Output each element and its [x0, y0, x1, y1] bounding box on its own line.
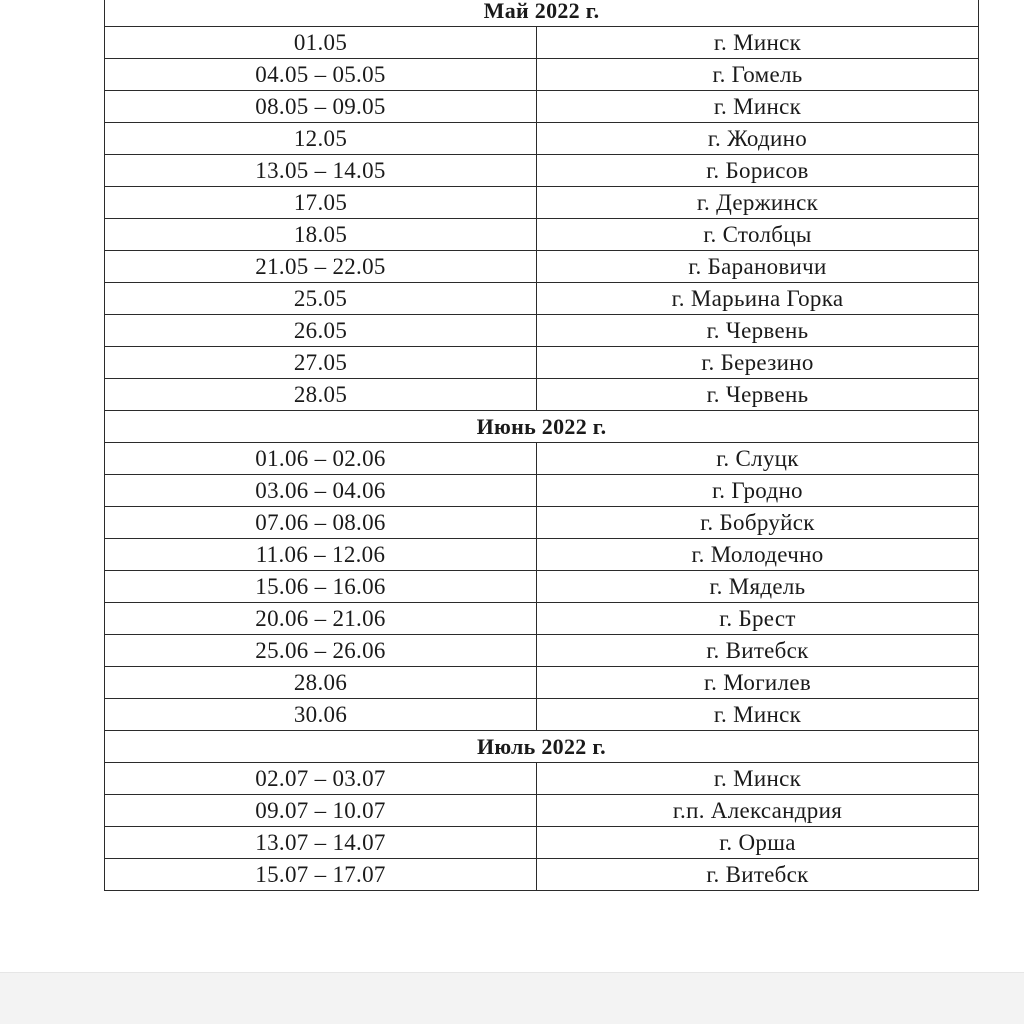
- date-cell: 11.06 – 12.06: [105, 539, 537, 571]
- table-row: [105, 379, 979, 411]
- date-cell: 25.05: [105, 283, 537, 315]
- schedule-table-body: [105, 0, 979, 891]
- city-cell: г. Могилев: [537, 667, 979, 699]
- city-cell: г. Слуцк: [537, 443, 979, 475]
- date-cell: 07.06 – 08.06: [105, 507, 537, 539]
- table-row: [105, 603, 979, 635]
- table-row: [105, 91, 979, 123]
- date-cell: 28.05: [105, 379, 537, 411]
- city-cell: г. Жодино: [537, 123, 979, 155]
- city-cell: г. Брест: [537, 603, 979, 635]
- date-cell: 17.05: [105, 187, 537, 219]
- city-cell: г. Столбцы: [537, 219, 979, 251]
- city-cell: г. Червень: [537, 315, 979, 347]
- city-cell: г. Бобруйск: [537, 507, 979, 539]
- table-row: [105, 667, 979, 699]
- table-row: [105, 475, 979, 507]
- table-row: [105, 699, 979, 731]
- city-cell: г. Держинск: [537, 187, 979, 219]
- date-cell: 01.05: [105, 27, 537, 59]
- city-cell: г.п. Александрия: [537, 795, 979, 827]
- city-cell: г. Орша: [537, 827, 979, 859]
- date-cell: 28.06: [105, 667, 537, 699]
- table-row: [105, 635, 979, 667]
- month-header-row: [105, 0, 979, 27]
- city-cell: г. Минск: [537, 27, 979, 59]
- city-cell: г. Молодечно: [537, 539, 979, 571]
- city-cell: г. Червень: [537, 379, 979, 411]
- table-row: [105, 571, 979, 603]
- date-cell: 13.07 – 14.07: [105, 827, 537, 859]
- table-row: [105, 251, 979, 283]
- city-cell: г. Борисов: [537, 155, 979, 187]
- date-cell: 25.06 – 26.06: [105, 635, 537, 667]
- city-cell: г. Минск: [537, 91, 979, 123]
- table-row: [105, 859, 979, 891]
- city-cell: г. Витебск: [537, 859, 979, 891]
- date-cell: 21.05 – 22.05: [105, 251, 537, 283]
- date-cell: 15.06 – 16.06: [105, 571, 537, 603]
- table-row: [105, 219, 979, 251]
- table-row: [105, 763, 979, 795]
- city-cell: г. Мядель: [537, 571, 979, 603]
- bottom-margin-band: [0, 972, 1024, 1024]
- date-cell: 26.05: [105, 315, 537, 347]
- date-cell: 13.05 – 14.05: [105, 155, 537, 187]
- date-cell: 15.07 – 17.07: [105, 859, 537, 891]
- month-header: Май 2022 г.: [105, 0, 979, 27]
- date-cell: 12.05: [105, 123, 537, 155]
- date-cell: 02.07 – 03.07: [105, 763, 537, 795]
- city-cell: г. Минск: [537, 763, 979, 795]
- date-cell: 27.05: [105, 347, 537, 379]
- table-row: [105, 539, 979, 571]
- date-cell: 20.06 – 21.06: [105, 603, 537, 635]
- month-header: Июль 2022 г.: [105, 731, 979, 763]
- month-header-row: [105, 411, 979, 443]
- table-row: [105, 795, 979, 827]
- table-row: [105, 443, 979, 475]
- table-row: [105, 187, 979, 219]
- schedule-table: [104, 0, 979, 891]
- date-cell: 09.07 – 10.07: [105, 795, 537, 827]
- table-row: [105, 507, 979, 539]
- date-cell: 04.05 – 05.05: [105, 59, 537, 91]
- city-cell: г. Марьина Горка: [537, 283, 979, 315]
- city-cell: г. Минск: [537, 699, 979, 731]
- date-cell: 08.05 – 09.05: [105, 91, 537, 123]
- city-cell: г. Березино: [537, 347, 979, 379]
- table-row: [105, 155, 979, 187]
- city-cell: г. Гродно: [537, 475, 979, 507]
- month-header: Июнь 2022 г.: [105, 411, 979, 443]
- table-row: [105, 27, 979, 59]
- month-header-row: [105, 731, 979, 763]
- table-row: [105, 315, 979, 347]
- date-cell: 18.05: [105, 219, 537, 251]
- date-cell: 01.06 – 02.06: [105, 443, 537, 475]
- city-cell: г. Барановичи: [537, 251, 979, 283]
- table-row: [105, 347, 979, 379]
- date-cell: 30.06: [105, 699, 537, 731]
- date-cell: 03.06 – 04.06: [105, 475, 537, 507]
- table-row: [105, 59, 979, 91]
- table-row: [105, 123, 979, 155]
- city-cell: г. Витебск: [537, 635, 979, 667]
- city-cell: г. Гомель: [537, 59, 979, 91]
- table-row: [105, 827, 979, 859]
- table-row: [105, 283, 979, 315]
